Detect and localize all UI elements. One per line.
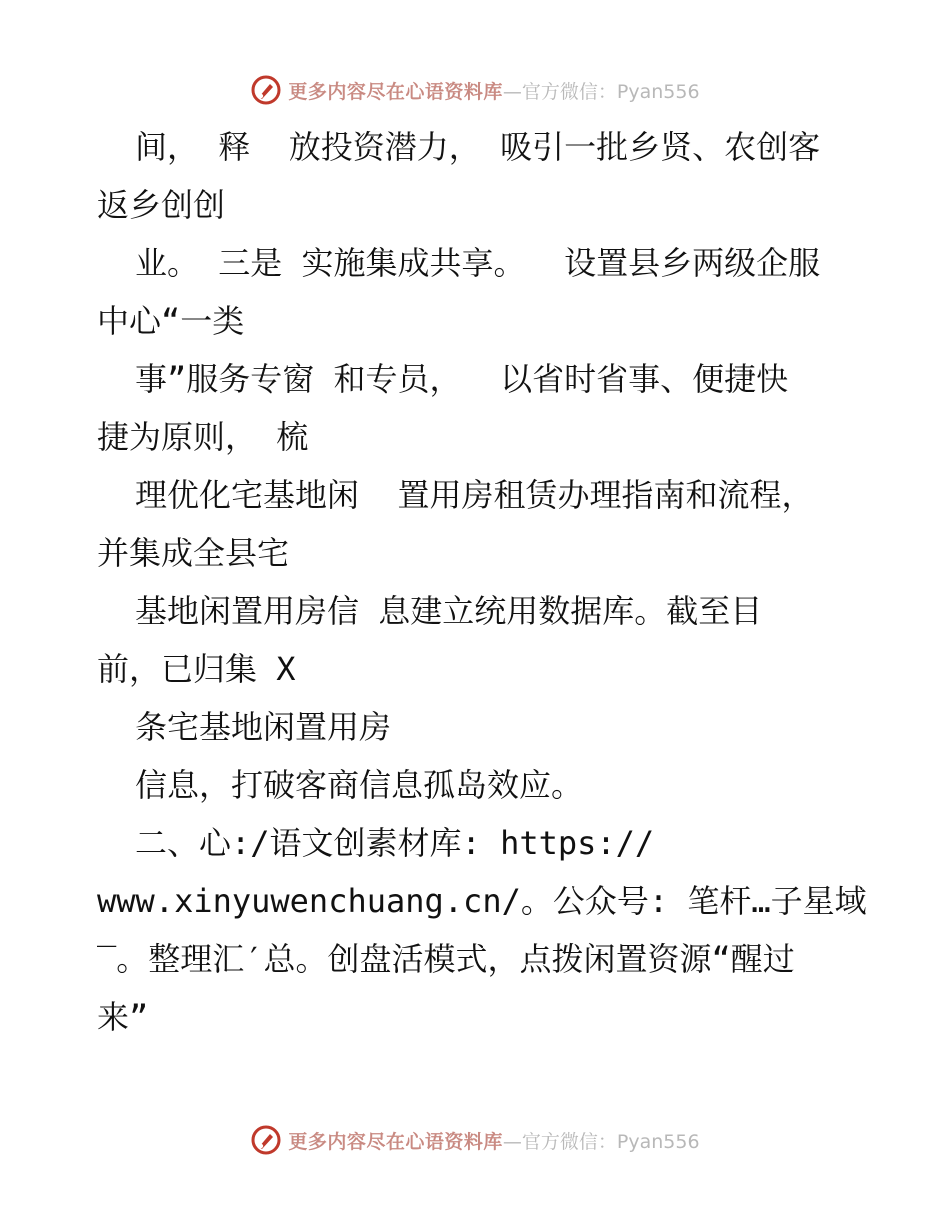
- text-line: ‾。整理汇′总。创盘活模式，点拨闲置资源“醒过: [97, 940, 795, 978]
- footer-watermark: [0, 1120, 950, 1160]
- text-line: 返乡创创: [97, 186, 226, 224]
- text-line: 捷为原则， 梳: [97, 418, 309, 456]
- document-body: [97, 118, 867, 1046]
- watermark-main-text: 更多内容尽在心语资料库: [288, 1130, 503, 1153]
- red-pen-circle-logo-icon: [250, 74, 282, 106]
- watermark-main-text: 更多内容尽在心语资料库: [288, 80, 503, 103]
- text-line: 前，已归集 X: [97, 650, 296, 688]
- red-pen-circle-logo-icon: [250, 1124, 282, 1156]
- text-line: 二、心:/语文创素材库: https://: [135, 824, 655, 862]
- text-line: www.xinyuwenchuang.cn/。公众号: 笔杆…子星域: [97, 882, 867, 920]
- text-line: 来”: [97, 998, 149, 1036]
- watermark-sub-text: —官方微信：Pyan556: [502, 80, 700, 103]
- header-watermark: [0, 70, 950, 110]
- text-line: 条宅基地闲置用房: [135, 708, 392, 746]
- watermark-sub-text: —官方微信：Pyan556: [502, 1130, 700, 1153]
- text-line: 业。 三是 实施集成共享。 设置县乡两级企服: [135, 244, 821, 282]
- text-line: 间， 释 放投资潜力， 吸引一批乡贤、农创客: [135, 128, 821, 166]
- text-line: 中心“一类: [97, 302, 245, 340]
- text-line: 理优化宅基地闲 置用房租赁办理指南和流程，: [135, 476, 814, 514]
- text-line: 基地闲置用房信 息建立统用数据库。截至目: [135, 592, 763, 630]
- text-line: 并集成全县宅: [97, 534, 290, 572]
- text-line: 信息，打破客商信息孤岛效应。: [135, 766, 584, 804]
- text-line: 事”服务专窗 和专员， 以省时省事、便捷快: [135, 360, 789, 398]
